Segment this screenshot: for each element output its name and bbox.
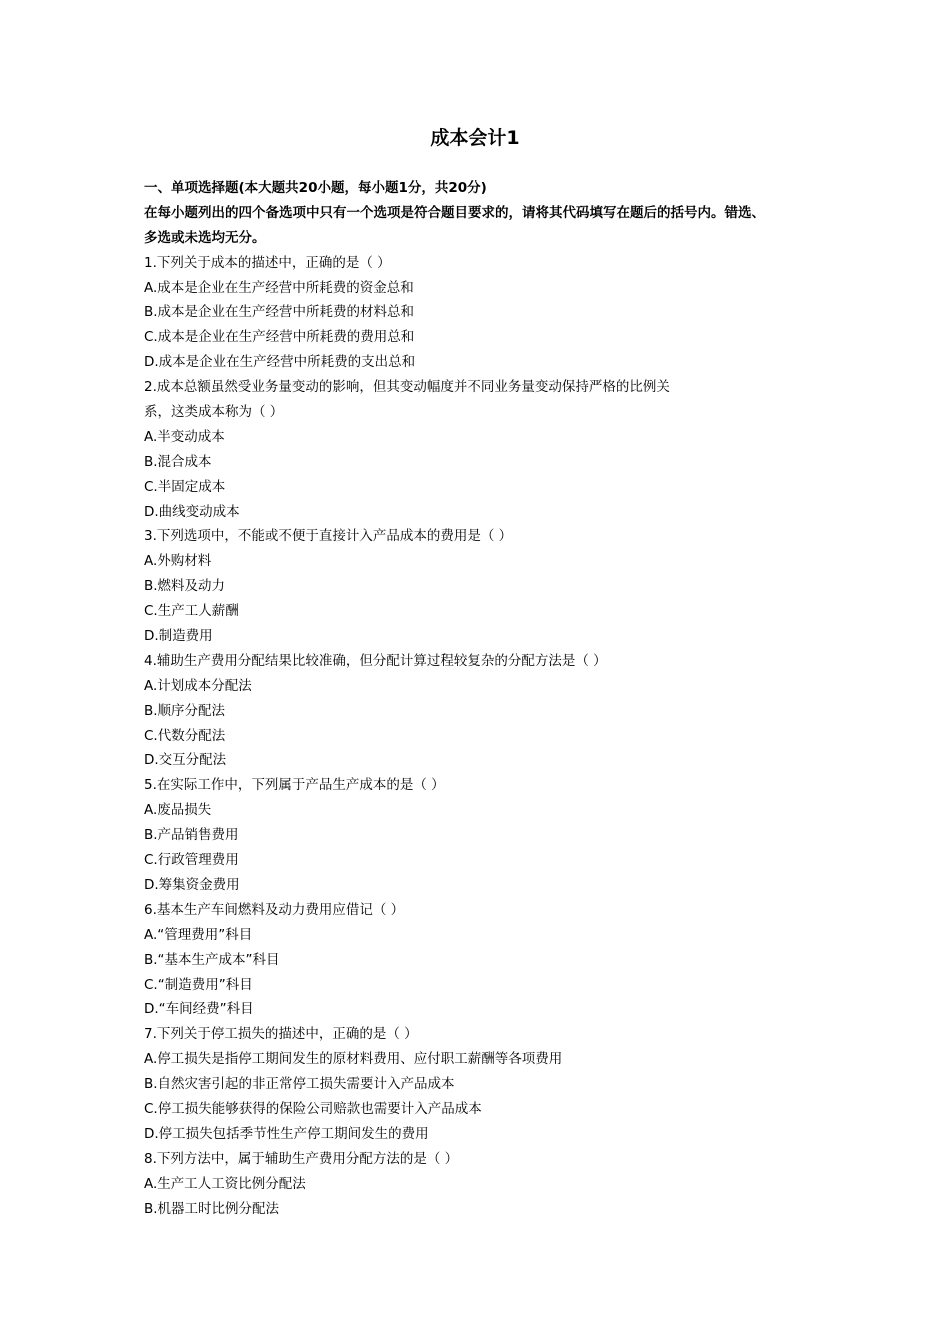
answer-option: A.“管理费用”科目	[144, 926, 253, 943]
question-stem: 2.成本总额虽然受业务量变动的影响，但其变动幅度并不同业务量变动保持严格的比例关	[144, 379, 670, 396]
question-stem: 5.在实际工作中，下列属于产品生产成本的是（ ）	[144, 777, 445, 794]
answer-option: C.半固定成本	[144, 478, 226, 495]
question	[144, 375, 824, 524]
answer-option: A.废品损失	[144, 802, 212, 819]
question	[144, 251, 824, 375]
question-stem: 8.下列方法中，属于辅助生产费用分配方法的是（ ）	[144, 1150, 459, 1167]
answer-option: C.生产工人薪酬	[144, 603, 239, 620]
answer-option: B.顺序分配法	[144, 702, 226, 719]
answer-option: B.混合成本	[144, 453, 212, 470]
answer-option: A.计划成本分配法	[144, 677, 252, 694]
section-instructions-line: 在每小题列出的四个备选项中只有一个选项是符合题目要求的，请将其代码填写在题后的括号内。错选、	[144, 204, 765, 221]
answer-option: D.成本是企业在生产经营中所耗费的支出总和	[144, 354, 416, 371]
answer-option: C.“制造费用”科目	[144, 976, 253, 993]
document-body	[144, 176, 824, 1221]
answer-option: B.燃料及动力	[144, 578, 226, 595]
question-stem: 1.下列关于成本的描述中，正确的是（ ）	[144, 254, 391, 271]
section-heading: 一、单项选择题(本大题共20小题，每小题1分，共20分)	[144, 180, 487, 196]
answer-option: B.成本是企业在生产经营中所耗费的材料总和	[144, 304, 415, 321]
answer-option: A.成本是企业在生产经营中所耗费的资金总和	[144, 279, 414, 296]
answer-option: C.成本是企业在生产经营中所耗费的费用总和	[144, 329, 415, 346]
question	[144, 649, 824, 773]
section-instructions-line: 多选或未选均无分。	[144, 229, 266, 246]
answer-option: C.行政管理费用	[144, 852, 239, 869]
answer-option: A.外购材料	[144, 553, 212, 570]
question-stem: 系，这类成本称为（ ）	[144, 404, 284, 421]
answer-option: A.生产工人工资比例分配法	[144, 1175, 306, 1192]
question-stem: 4.辅助生产费用分配结果比较准确，但分配计算过程较复杂的分配方法是（ ）	[144, 652, 607, 669]
answer-option: D.交互分配法	[144, 752, 227, 769]
question	[144, 1147, 824, 1222]
answer-option: D.制造费用	[144, 628, 213, 645]
answer-option: D.“车间经费”科目	[144, 1001, 254, 1018]
answer-option: A.半变动成本	[144, 428, 225, 445]
answer-option: C.代数分配法	[144, 727, 226, 744]
answer-option: B.自然灾害引起的非正常停工损失需要计入产品成本	[144, 1076, 455, 1093]
question	[144, 773, 824, 897]
answer-option: B.产品销售费用	[144, 827, 239, 844]
answer-option: B.“基本生产成本”科目	[144, 951, 280, 968]
question-stem: 7.下列关于停工损失的描述中，正确的是（ ）	[144, 1026, 418, 1043]
answer-option: D.停工损失包括季节性生产停工期间发生的费用	[144, 1125, 429, 1142]
answer-option: D.曲线变动成本	[144, 503, 240, 520]
document-title: 成本会计1	[430, 127, 520, 149]
question-stem: 6.基本生产车间燃料及动力费用应借记（ ）	[144, 901, 405, 918]
question	[144, 898, 824, 1022]
question	[144, 524, 824, 648]
answer-option: D.筹集资金费用	[144, 876, 240, 893]
answer-option: C.停工损失能够获得的保险公司赔款也需要计入产品成本	[144, 1100, 482, 1117]
question-stem: 3.下列选项中，不能或不便于直接计入产品成本的费用是（ ）	[144, 528, 513, 545]
answer-option: A.停工损失是指停工期间发生的原材料费用、应付职工薪酬等各项费用	[144, 1051, 563, 1068]
question	[144, 1022, 824, 1146]
answer-option: B.机器工时比例分配法	[144, 1200, 280, 1217]
